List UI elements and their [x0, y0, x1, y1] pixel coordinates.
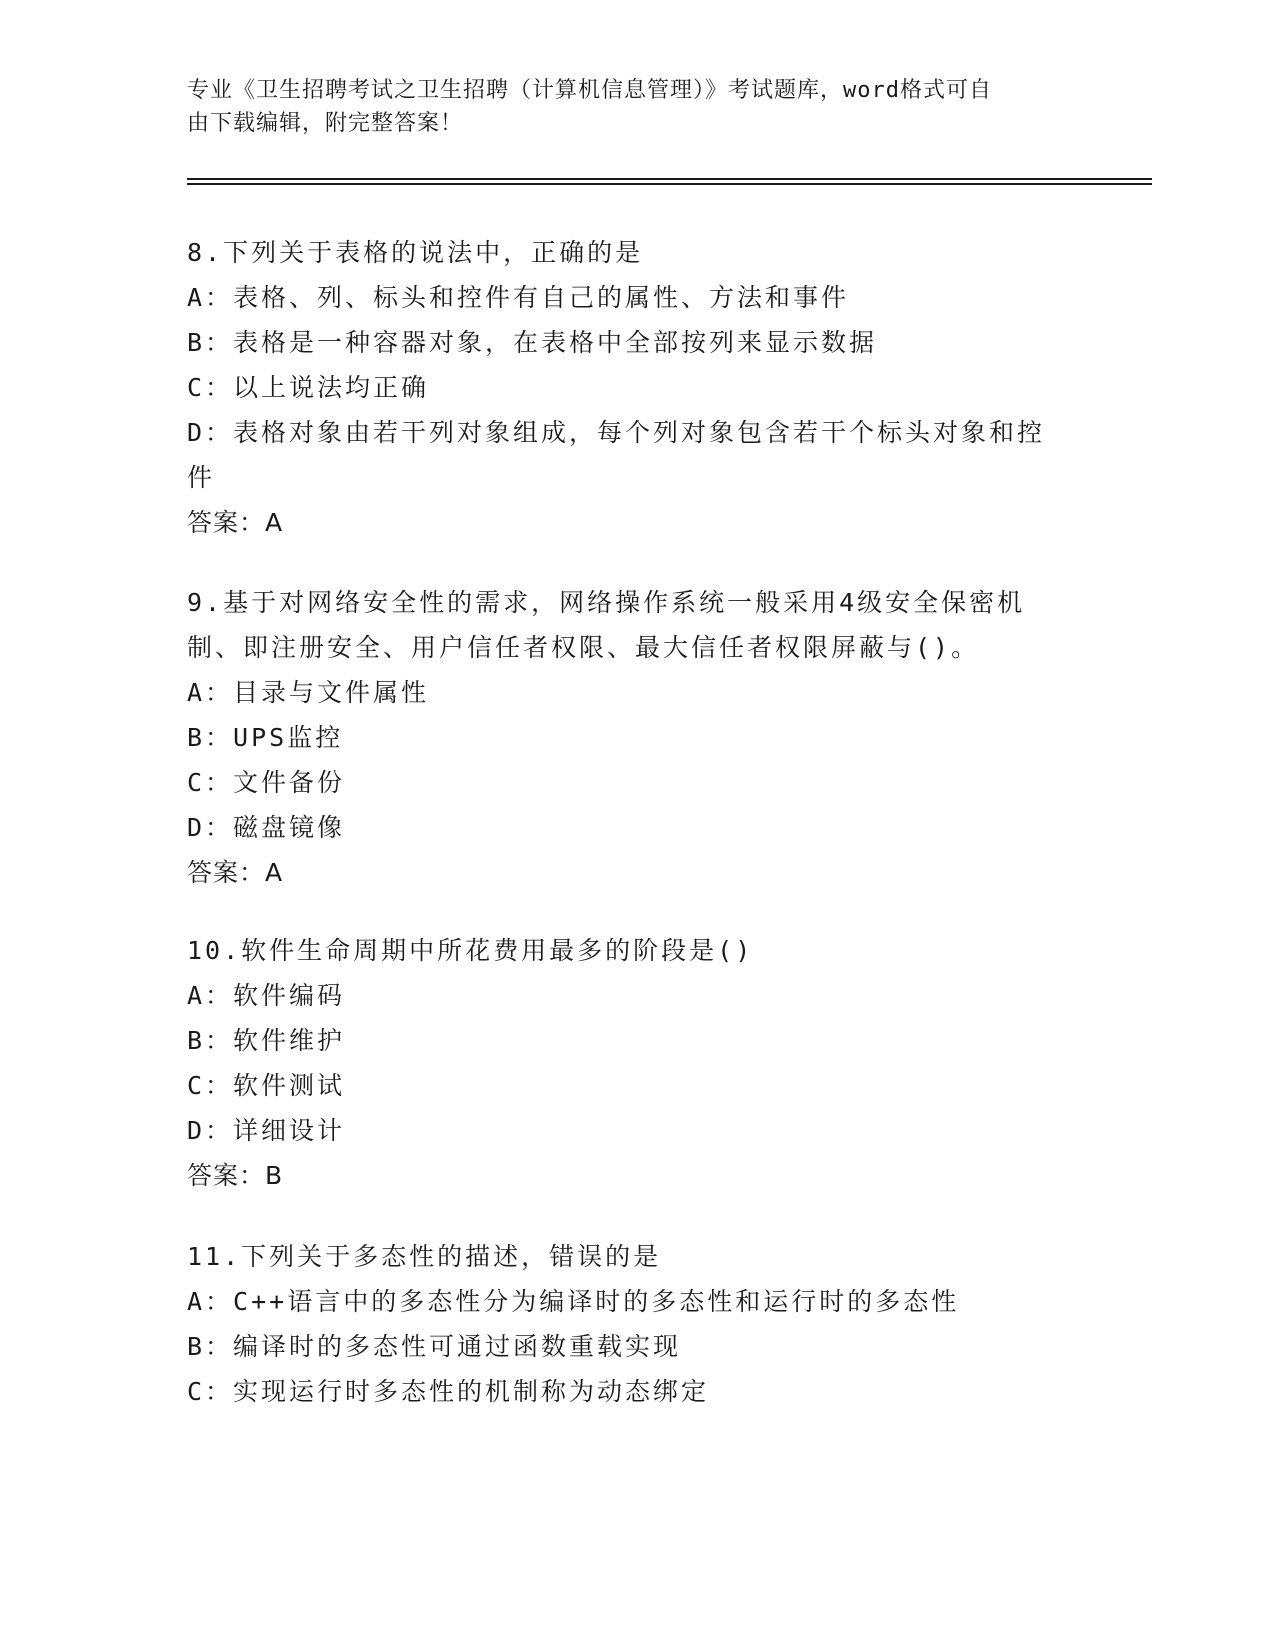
option-c: C：以上说法均正确 — [187, 373, 430, 402]
answer-label: 答案：A — [187, 508, 284, 537]
option-a: A：表格、列、标头和控件有自己的属性、方法和事件 — [187, 283, 850, 312]
option-b: B：UPS监控 — [187, 723, 344, 752]
question-stem: 8.下列关于表格的说法中，正确的是 — [187, 238, 644, 267]
answer-label: 答案：A — [187, 858, 284, 887]
document-header — [187, 74, 1067, 140]
option-a: A：目录与文件属性 — [187, 678, 430, 707]
question-stem-line-2: 制、即注册安全、用户信任者权限、最大信任者权限屏蔽与()。 — [187, 633, 980, 662]
option-d: D：磁盘镜像 — [187, 813, 346, 842]
question-stem: 11.下列关于多态性的描述，错误的是 — [187, 1242, 662, 1271]
question-11 — [187, 1234, 1067, 1414]
header-divider-top — [187, 178, 1152, 180]
question-stem: 10.软件生命周期中所花费用最多的阶段是() — [187, 936, 754, 965]
option-d: D：详细设计 — [187, 1116, 346, 1145]
question-8 — [187, 230, 1067, 545]
option-b: B：编译时的多态性可通过函数重载实现 — [187, 1332, 682, 1361]
option-c: C：实现运行时多态性的机制称为动态绑定 — [187, 1377, 710, 1406]
option-a: A：C++语言中的多态性分为编译时的多态性和运行时的多态性 — [187, 1287, 960, 1316]
header-line-2: 由下载编辑，附完整答案！ — [187, 111, 464, 136]
question-9 — [187, 580, 1067, 895]
question-10 — [187, 928, 1067, 1198]
option-a: A：软件编码 — [187, 981, 346, 1010]
option-d: D：表格对象由若干列对象组成，每个列对象包含若干个标头对象和控件 — [187, 418, 1046, 492]
answer-label: 答案：B — [187, 1161, 284, 1190]
question-stem-line-1: 9.基于对网络安全性的需求，网络操作系统一般采用4级安全保密机 — [187, 588, 1026, 617]
option-b: B：表格是一种容器对象，在表格中全部按列来显示数据 — [187, 328, 878, 357]
option-c: C：软件测试 — [187, 1071, 346, 1100]
option-c: C：文件备份 — [187, 768, 346, 797]
option-b: B：软件维护 — [187, 1026, 346, 1055]
header-divider-bottom — [187, 183, 1152, 185]
header-line-1: 专业《卫生招聘考试之卫生招聘（计算机信息管理）》考试题库，word格式可自 — [187, 78, 992, 103]
